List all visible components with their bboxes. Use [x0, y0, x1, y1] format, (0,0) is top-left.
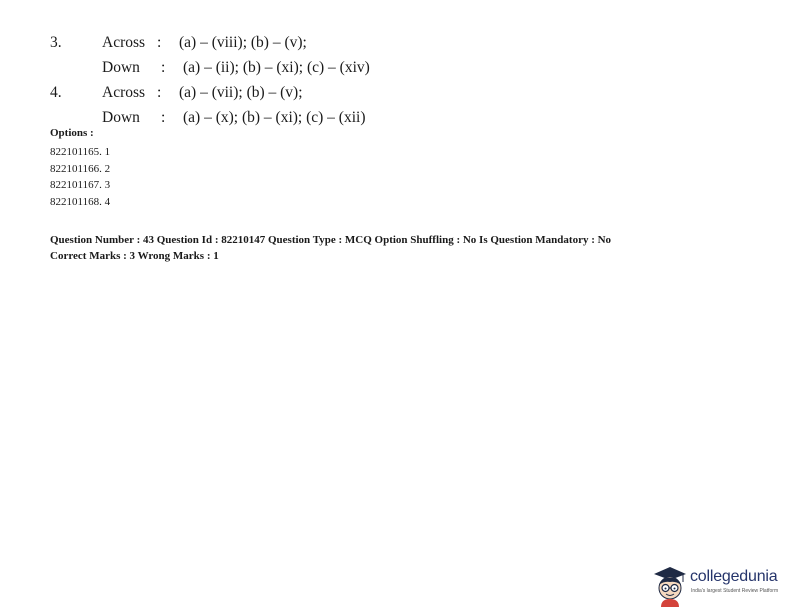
row-colon: : [157, 34, 162, 51]
row-label-across-3: Across [102, 34, 146, 51]
question-meta-line: Question Number : 43 Question Id : 82210147 Question Type : MCQ Option Shuffling : No Is Question Mandatory : No [50, 234, 612, 246]
row-colon: : [161, 59, 166, 76]
option-item-4: 822101168. 4 [50, 196, 111, 208]
row-label-across-4: Across [102, 84, 146, 101]
logo-tagline: India's largest Student Review Platform [691, 588, 779, 594]
collegedunia-logo [652, 563, 792, 607]
option-item-1: 822101165. 1 [50, 146, 111, 158]
row-answer-down-4: (a) – (x); (b) – (xi); (c) – (xii) [183, 109, 366, 126]
option-item-2: 822101166. 2 [50, 163, 111, 175]
question-option-number-3: 3. [50, 34, 62, 51]
logo-wordmark: collegedunia [690, 568, 778, 585]
question-option-number-4: 4. [50, 84, 62, 101]
row-answer-across-4: (a) – (vii); (b) – (v); [179, 84, 303, 101]
marks-meta-line: Correct Marks : 3 Wrong Marks : 1 [50, 250, 219, 262]
row-answer-down-3: (a) – (ii); (b) – (xi); (c) – (xiv) [183, 59, 370, 76]
row-label-down-3: Down [102, 59, 140, 76]
row-label-down-4: Down [102, 109, 140, 126]
graduate-mascot-icon [652, 563, 688, 607]
row-answer-across-3: (a) – (viii); (b) – (v); [179, 34, 307, 51]
option-item-3: 822101167. 3 [50, 179, 111, 191]
row-colon: : [157, 84, 162, 101]
row-colon: : [161, 109, 166, 126]
options-heading: Options : [50, 127, 94, 139]
